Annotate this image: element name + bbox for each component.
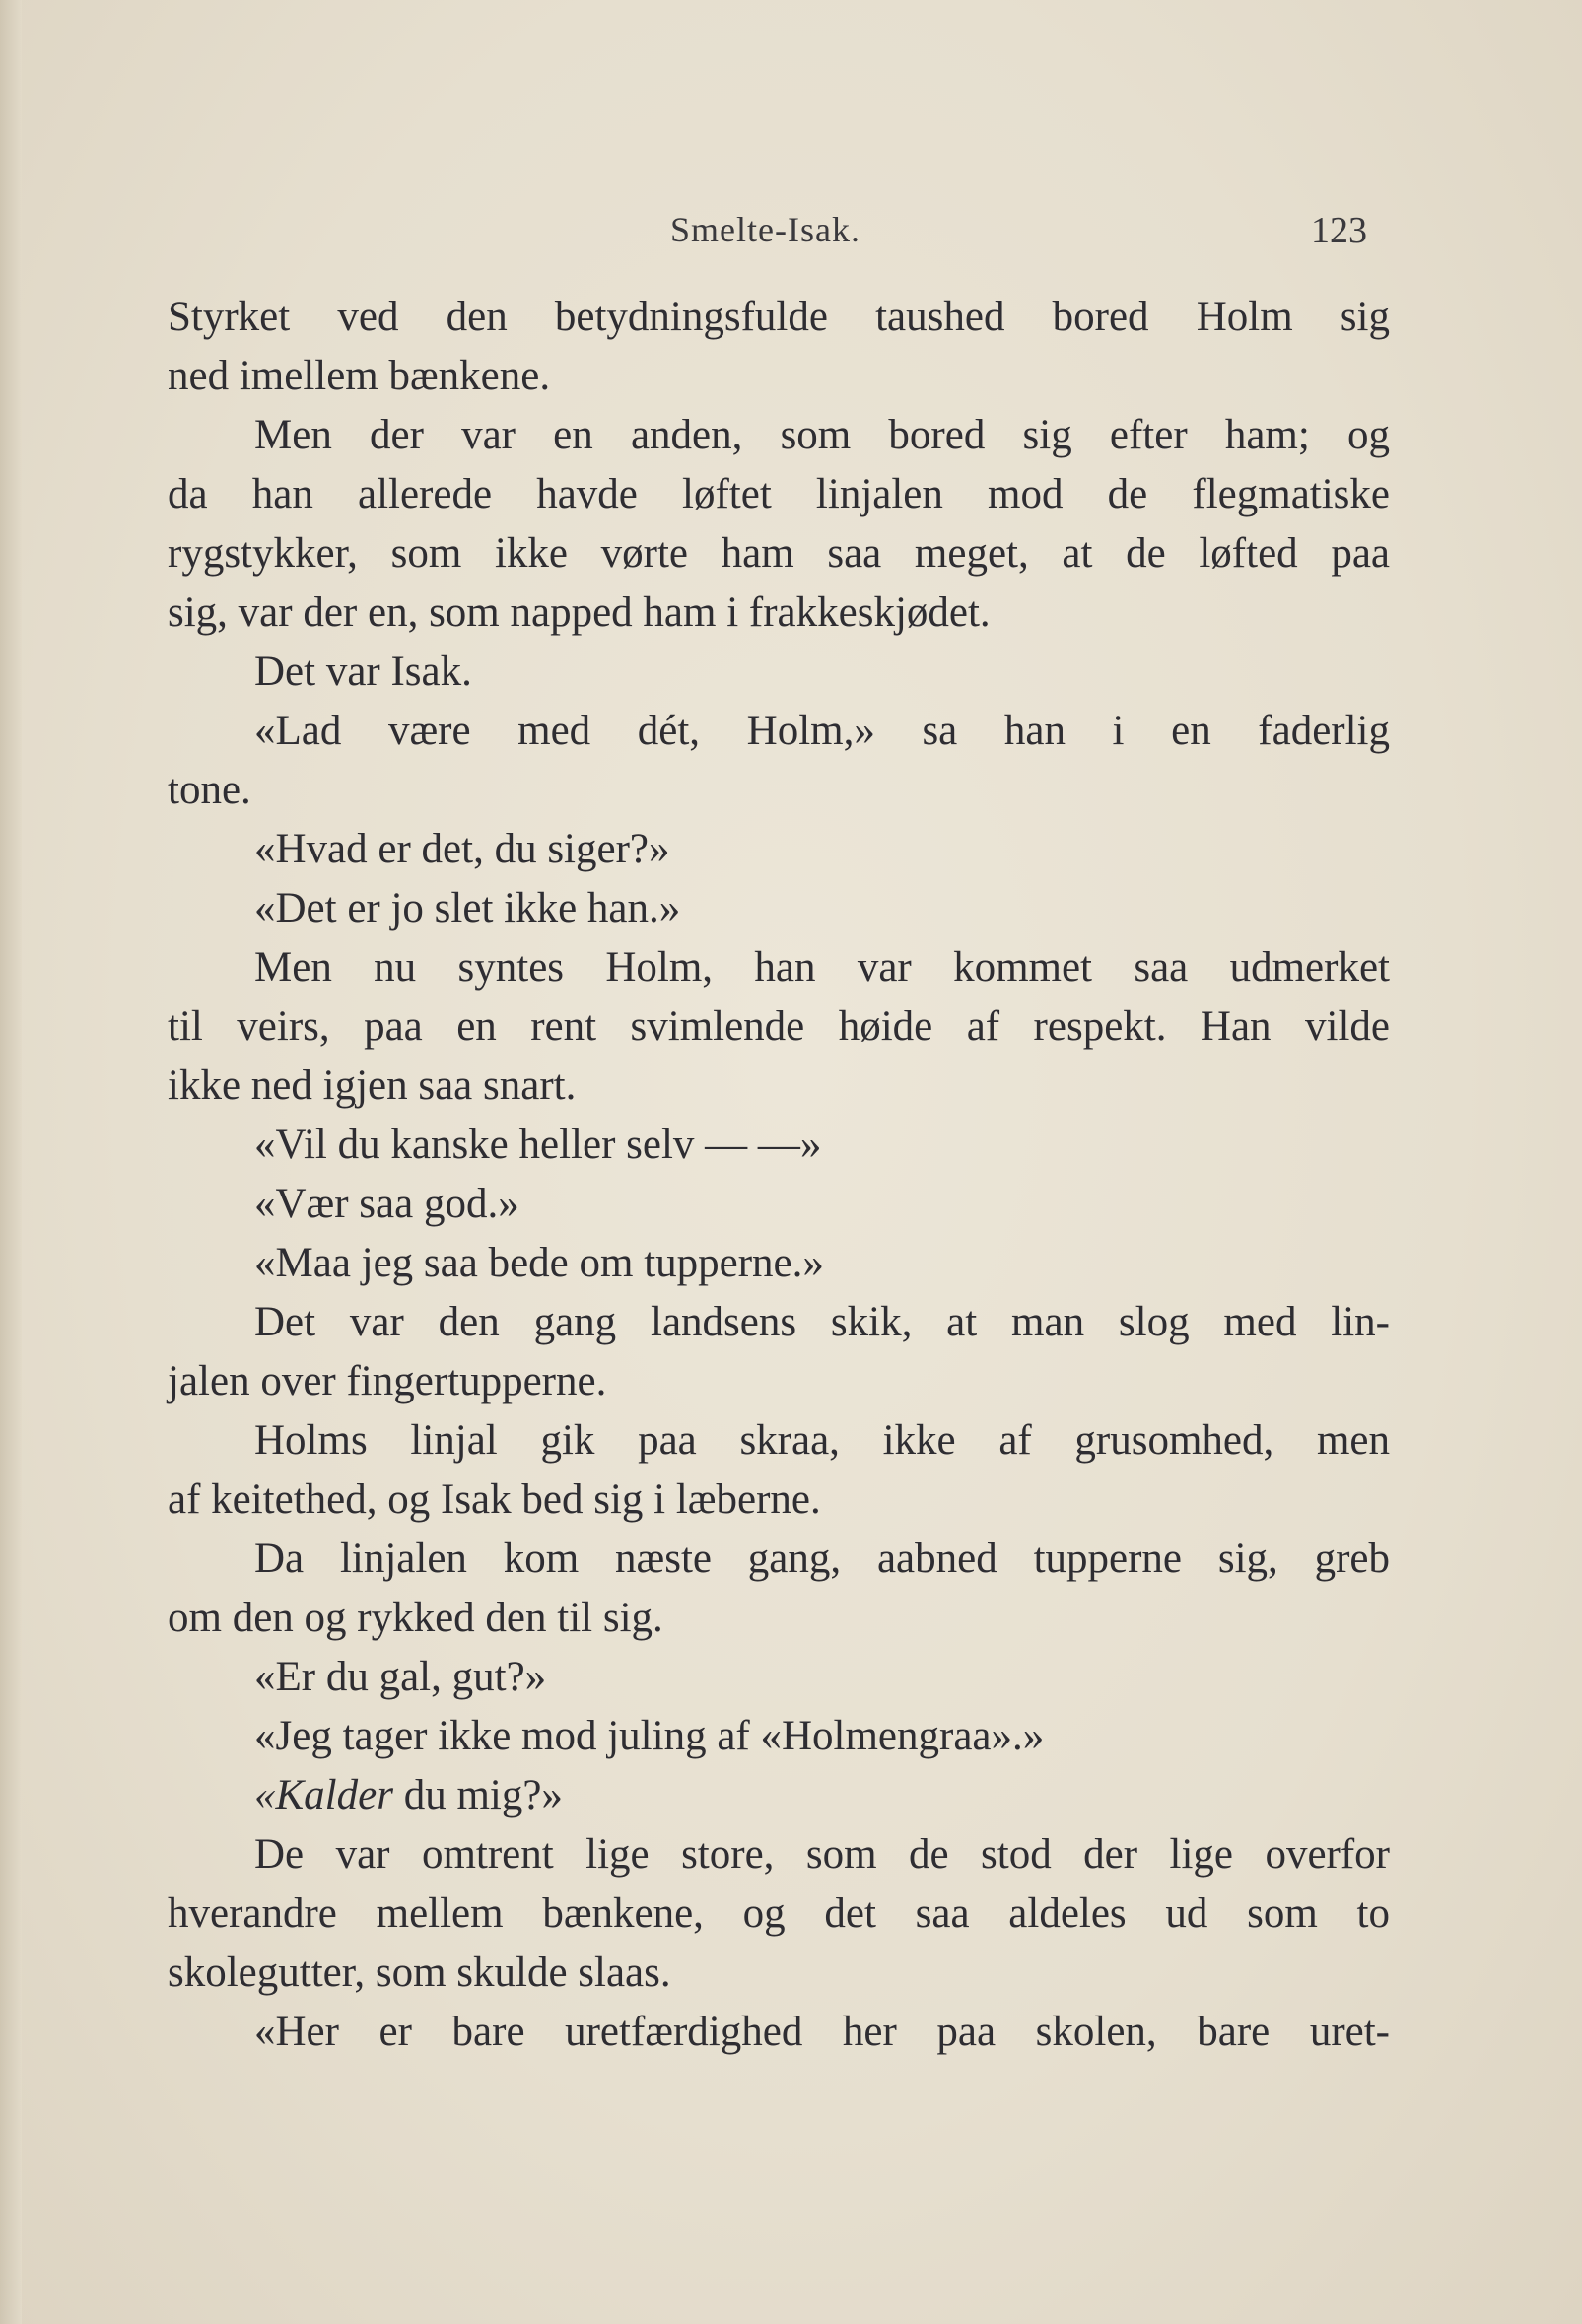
text-line: Men nu syntes Holm, han var kommet saa udmerket [254,944,1390,991]
text-line: hverandre mellem bænkene, og det saa aldeles ud som to [168,1890,1390,1937]
text-line: «Vil du kanske heller selv — —» [254,1122,822,1168]
text-line: «Er du gal, gut?» [254,1654,547,1700]
text-line: skolegutter, som skulde slaas. [168,1949,671,1996]
text-line: Styrket ved den betydningsfulde taushed bored Holm sig [168,294,1390,340]
italic-word: «Kalder [254,1772,393,1818]
running-head [0,209,1582,258]
text-line: «Vær saa god.» [254,1181,519,1227]
text-line: ned imellem bænkene. [168,353,551,399]
text-line: Da linjalen kom næste gang, aabned tupperne sig, greb [254,1536,1390,1582]
text-line: «Lad være med dét, Holm,» sa han i en faderlig [254,708,1390,754]
text-line: Holms linjal gik paa skraa, ikke af grusomhed, men [254,1417,1390,1464]
text-line: til veirs, paa en rent svimlende høide af respekt. Han vilde [168,1003,1390,1050]
page-number: 123 [1311,210,1367,251]
text-line: om den og rykked den til sig. [168,1595,663,1641]
text-line: Men der var en anden, som bored sig efter ham; og [254,412,1390,458]
text-line: Det var Isak. [254,649,472,695]
text-line: «Her er bare uretfærdighed her paa skolen, bare uret- [254,2009,1390,2055]
text-line [168,1766,1390,1825]
text-line: da han allerede havde løftet linjalen mod de flegmatiske [168,471,1390,517]
text-line: «Hvad er det, du siger?» [254,826,670,872]
text-line: af keitethed, og Isak bed sig i læberne. [168,1476,821,1523]
text-line: rygstykker, som ikke vørte ham saa meget, at de løfted paa [168,530,1390,577]
text-line: De var omtrent lige store, som de stod der lige overfor [254,1831,1390,1878]
text-line: tone. [168,767,251,813]
running-title: Smelte-Isak. [670,210,860,249]
text-line: jalen over fingertupperne. [168,1358,607,1404]
text-line: sig, var der en, som napped ham i frakkeskjødet. [168,589,991,636]
text-line: ikke ned igjen saa snart. [168,1062,577,1109]
page-edge-shadow [0,0,22,2324]
body-text [168,288,1390,2091]
text-line: «Maa jeg saa bede om tupperne.» [254,1240,824,1286]
text-line: «Det er jo slet ikke han.» [254,885,681,931]
text-line: «Jeg tager ikke mod juling af «Holmengraa».» [254,1713,1045,1759]
text-span: du mig?» [403,1772,563,1818]
text-line: Det var den gang landsens skik, at man slog med lin- [254,1299,1390,1345]
